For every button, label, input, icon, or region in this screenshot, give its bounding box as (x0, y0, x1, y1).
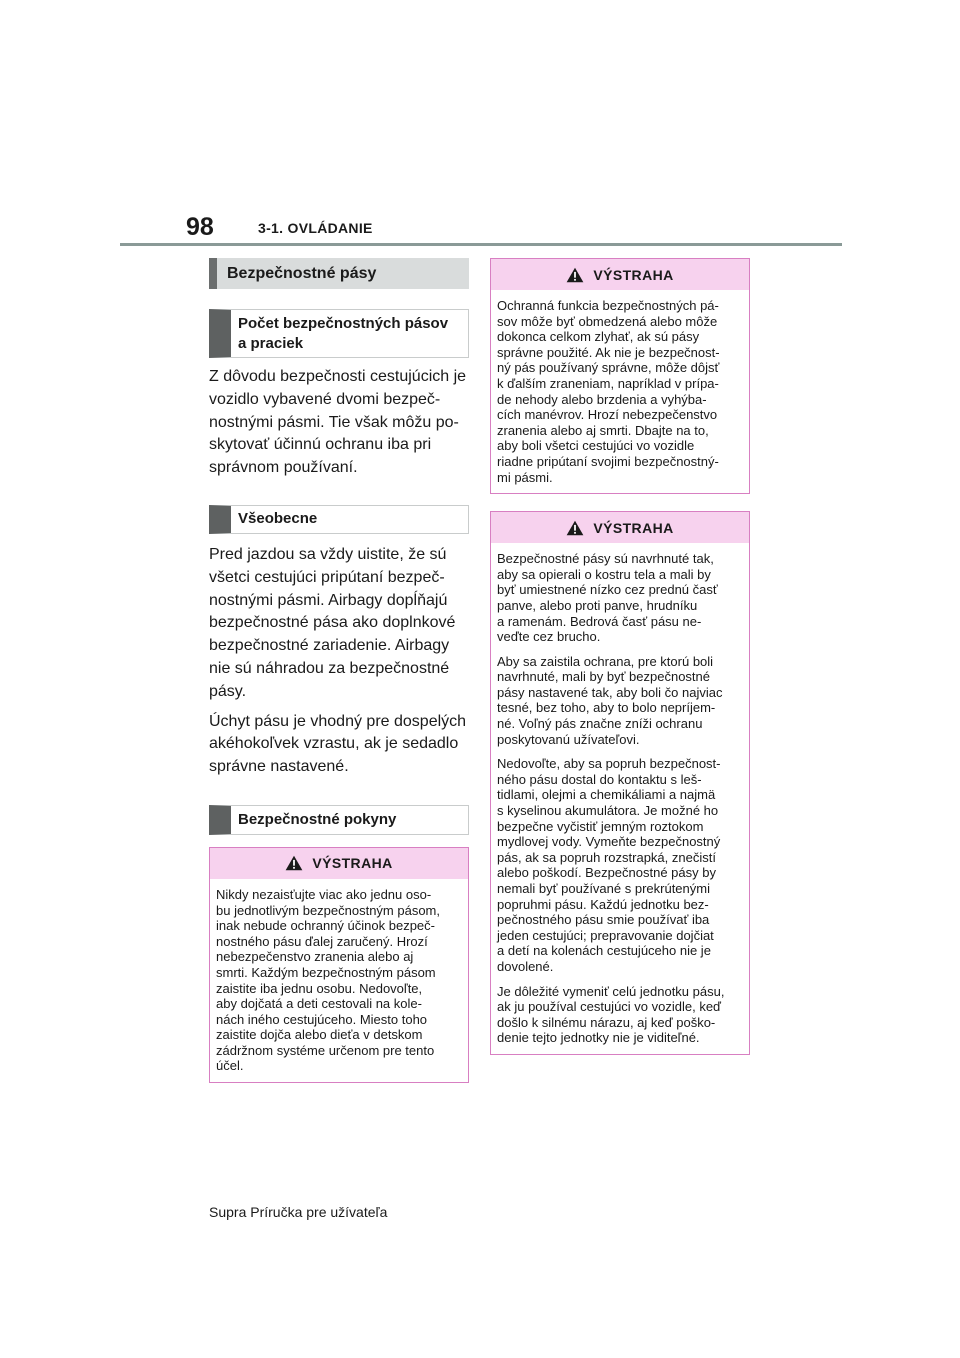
header-rule (120, 243, 842, 246)
text-line: pásy nastavené tak, aby boli čo najviac (497, 684, 723, 700)
text-line: inak nebude ochranný účinok bezpeč- (216, 918, 435, 934)
text-line: popruhmi pásu. Každú jednotku bez- (497, 896, 709, 912)
text-line: dovolené. (497, 958, 554, 974)
text-line: cích manévrov. Hrozí nebezpečenstvo (497, 407, 718, 423)
text-line: a ramenám. Bedrová časť pásu ne- (497, 613, 702, 629)
text-line: správne použité. Ak nie je bezpečnost- (497, 344, 720, 360)
text-line: zaistite dojča alebo dieťa v detskom (216, 1027, 423, 1043)
text-line: dokonca celkom zlyhať, ak sú pásy (497, 329, 700, 345)
warning-triangle-icon (566, 520, 584, 536)
text-line: Nikdy nezaisťujte viac ako jednu oso- (216, 886, 432, 902)
subheading-label: Všeobecne (238, 510, 318, 528)
warning-triangle-icon (285, 855, 303, 871)
warning-label: VÝSTRAHA (593, 266, 674, 283)
text-line: správne nastavené. (209, 758, 349, 776)
paragraph-intro (209, 366, 469, 480)
warning-body (491, 543, 749, 1054)
warning-body (491, 290, 749, 493)
text-line: Úchyt pásu je vhodný pre dospelých (209, 712, 467, 730)
text-line: akéhokoľvek vzrastu, ak je sedadlo (209, 735, 459, 753)
text-line: pás, ak sa popruh rozstrapká, znečistí (497, 849, 716, 865)
text-line: k ďalším zraneniam, napríklad v prípa- (497, 375, 719, 391)
right-column (490, 258, 750, 1055)
text-line: smrti. Každým bezpečnostným pásom (216, 964, 436, 980)
text-line: denie tejto jednotky nie je viditeľné. (497, 1030, 700, 1046)
text-line: s kyselinou akumulátora. Je možné ho (497, 803, 719, 819)
subheading-safety-notes (209, 805, 469, 835)
main-heading: Bezpečnostné pásy (209, 258, 469, 289)
warning-header (210, 848, 468, 879)
footer-text: Supra Príručka pre užívateľa (209, 1204, 388, 1220)
warning-body (210, 879, 468, 1082)
text-line: zádržnom systéme určenom pre tento (216, 1042, 435, 1058)
text-line: panve, alebo proti panve, hrudníku (497, 597, 698, 613)
text-line: sov môže byť obmedzená alebo môže (497, 313, 718, 329)
text-line: Bezpečnostné pásy sú navrhnuté tak, (497, 551, 714, 567)
text-line: zaistite iba jednu osobu. Nedovoľte, (216, 980, 423, 996)
text-line: nie sú náhradou za bezpečnostné (209, 659, 450, 677)
text-line: účel. (216, 1058, 244, 1074)
text-line: jeden cestujúci; prepravovanie dojčiat (497, 927, 714, 943)
text-line: pečnostného pásu smie používať iba (497, 912, 710, 928)
text-line: né. Voľný pás značne zníži ochranu (497, 716, 703, 732)
text-line: tidlami, olejmi a chemikáliami a najmä (497, 787, 716, 803)
section-title: 3-1. OVLÁDANIE (258, 220, 373, 236)
text-line: Z dôvodu bezpečnosti cestujúcich je (209, 368, 467, 385)
left-column (209, 258, 469, 1083)
text-line: aby dojčatá a deti cestovali na kole- (216, 996, 422, 1012)
text-line: aby sa opierali o kostru tela a mali by (497, 566, 711, 582)
text-line: alebo poškodí. Bezpečnostné pásy by (497, 865, 716, 881)
text-line: byť umiestnené nízko cez prednú časť (497, 582, 718, 598)
text-line: mi pásmi. (497, 469, 553, 485)
text-line: ak ju používal cestujúci vo vozidle, keď (497, 999, 722, 1015)
text-line: bezpečne vyčistiť jemným roztokom (497, 818, 704, 834)
text-line: tesné, bez toho, aby to bolo nepríjem- (497, 700, 716, 716)
text-line: bezpečnostné pása ako doplnkové (209, 614, 456, 632)
text-line: aby boli všetci cestujúci vo vozidle (497, 438, 695, 454)
text-line: Je dôležité vymeniť celú jednotku pásu, (497, 983, 725, 999)
text-line: nách iného cestujúceho. Miesto toho (216, 1011, 428, 1027)
text-line: nostnými pásmi. Tie však môžu po- (209, 413, 459, 431)
text-line: ný pás používaný správne, môže dôjsť (497, 360, 720, 376)
subheading-line: a praciek (238, 334, 304, 352)
text-line: skytovať účinnú ochranu iba pri (209, 436, 432, 454)
text-line: Ochranná funkcia bezpečnostných pá- (497, 298, 719, 313)
text-line: nebezpečenstvo zranenia alebo aj (216, 949, 414, 965)
warning-header (491, 512, 749, 543)
paragraph-general (209, 544, 469, 779)
text-line: pásy. (209, 682, 247, 700)
text-line: Aby sa zaistila ochrana, pre ktorú boli (497, 653, 714, 669)
text-line: bu jednotlivým bezpečnostným pásom, (216, 902, 441, 918)
text-line: všetci cestujúci pripútaní bezpeč- (209, 568, 445, 586)
text-line: veďte cez brucho. (497, 629, 601, 645)
warning-label: VÝSTRAHA (312, 855, 393, 872)
text-line: de nehody alebo brzdenia a vyhýba- (497, 391, 707, 407)
text-line: navrhnuté, mali by byť bezpečnostné (497, 669, 711, 685)
page-number: 98 (186, 213, 214, 241)
subheading-general (209, 505, 469, 534)
subheading-label: Bezpečnostné pokyny (238, 810, 397, 828)
subheading-line: Počet bezpečnostných pásov (238, 314, 449, 332)
text-line: Nedovoľte, aby sa popruh bezpečnost- (497, 756, 721, 772)
text-line: správnom používaní. (209, 459, 358, 477)
text-line: Pred jazdou sa vždy uistite, že sú (209, 545, 447, 563)
text-line: poskytovanú užívateľovi. (497, 731, 640, 747)
text-line: riadne pripútaní svojimi bezpečnostný- (497, 453, 719, 469)
text-line: bezpečnostné zariadenie. Airbagy (209, 637, 450, 655)
text-line: nostnými pásmi. Airbagy dopĺňajú (209, 591, 448, 609)
warning-header (491, 259, 749, 290)
warning-box-right-2 (490, 511, 750, 1055)
warning-box-left (209, 847, 469, 1083)
text-line: zranenia alebo aj smrti. Dbajte na to, (497, 422, 709, 438)
text-line: došlo k silnému nárazu, aj keď poško- (497, 1014, 716, 1030)
text-line: nemali byť používané s prekrútenými (497, 881, 710, 896)
subheading-belt-count (209, 309, 469, 358)
text-line: vozidlo vybavené dvomi bezpeč- (209, 390, 441, 408)
warning-triangle-icon (566, 267, 584, 283)
warning-box-right-1 (490, 258, 750, 494)
text-line: a detí na kolenách cestujúceho nie je (497, 943, 711, 959)
text-line: mydlovej vody. Vymeňte bezpečnostný (497, 834, 721, 850)
warning-label: VÝSTRAHA (593, 519, 674, 536)
text-line: ného pásu dostal do kontaktu s leš- (497, 771, 702, 787)
text-line: nostného pásu ďalej zaručený. Hrozí (216, 933, 428, 949)
